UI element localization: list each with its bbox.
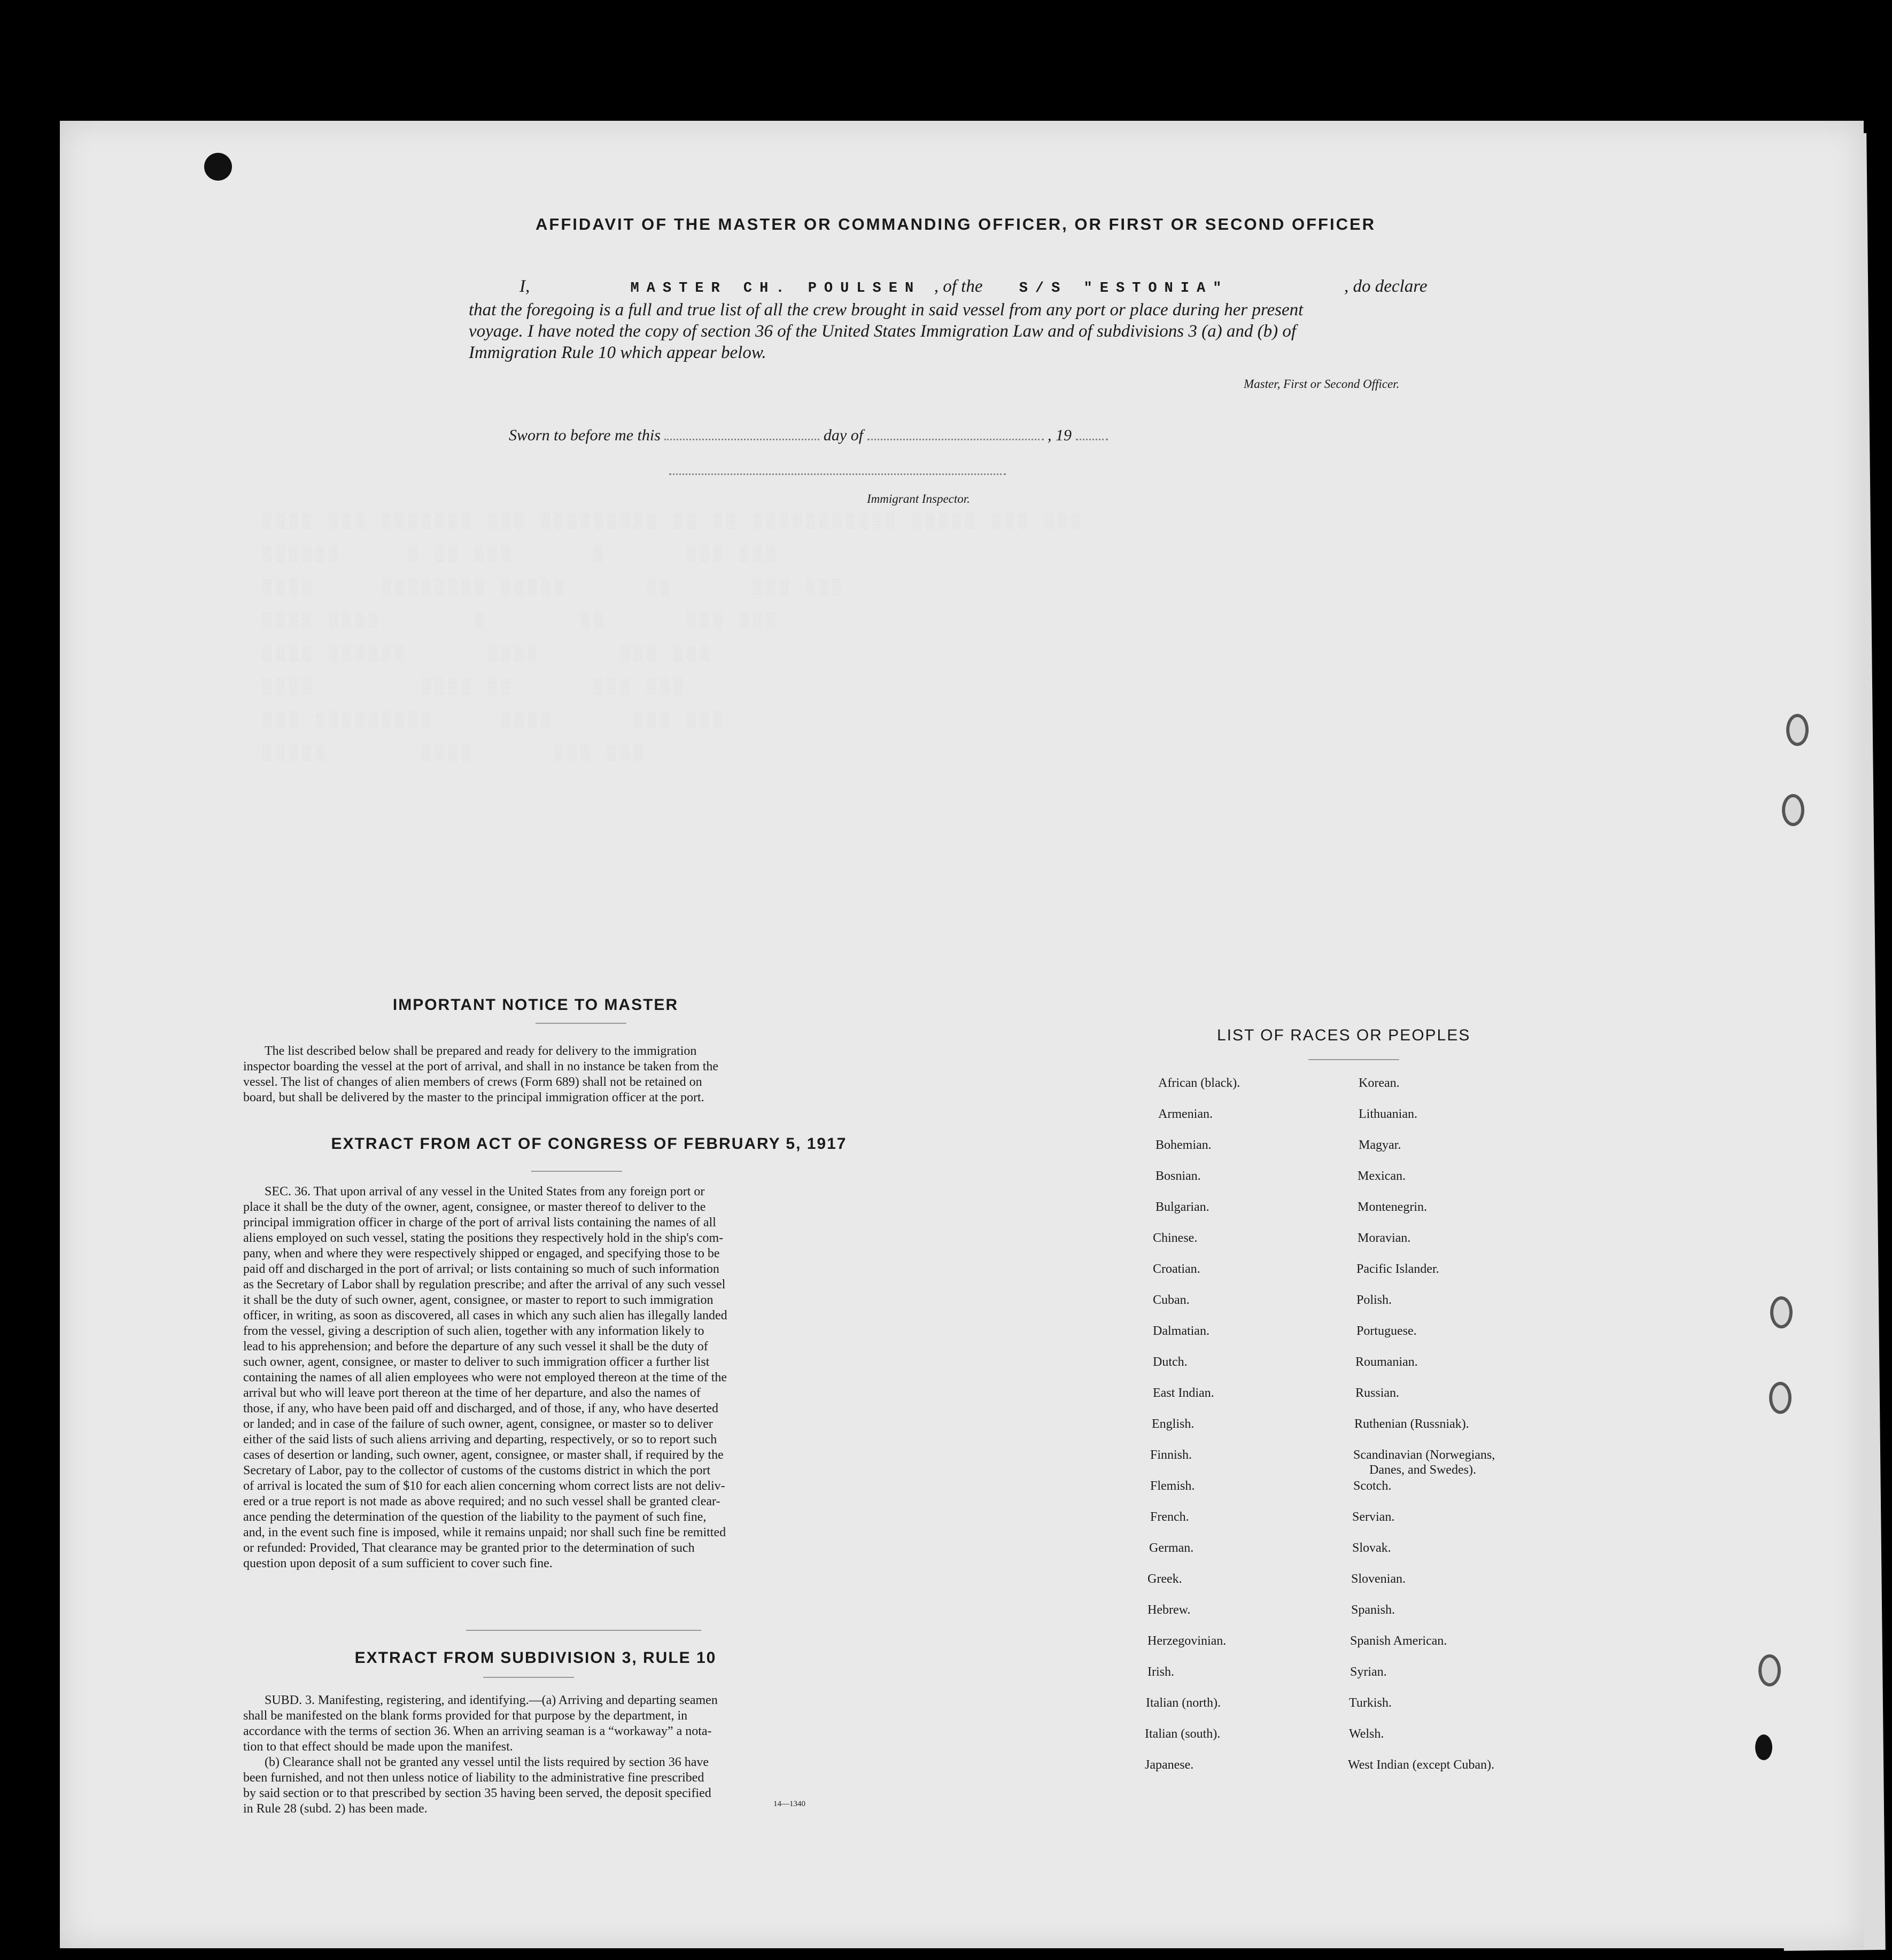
rule-extract-title: EXTRACT FROM SUBDIVISION 3, RULE 10 [354, 1649, 717, 1667]
punch-hole [1758, 1654, 1781, 1686]
sworn-prefix: Sworn to before me this [509, 426, 661, 444]
act-line: either of the said lists of such aliens arriving and departing, respectively, or so to report such [243, 1433, 717, 1446]
race-right-item: Montenegrin. [1358, 1200, 1427, 1214]
race-left-item: Finnish. [1150, 1448, 1192, 1462]
rule-line: accordance with the terms of section 36. When an arriving seaman is a “workaway” a nota- [243, 1724, 712, 1738]
race-left-item: German. [1149, 1541, 1194, 1555]
manifest-page [60, 121, 1864, 1948]
of-the-text: , of the [934, 277, 983, 296]
race-left-item: Chinese. [1153, 1231, 1198, 1245]
declaration-line-4: Immigration Rule 10 which appear below. [469, 343, 766, 362]
punch-hole [1755, 1735, 1772, 1760]
sworn-day: day of [823, 426, 864, 444]
act-line: from the vessel, giving a description of such alien, together with any information likely to [243, 1324, 704, 1338]
race-right-item: Portuguese. [1356, 1324, 1417, 1338]
act-extract-title: EXTRACT FROM ACT OF CONGRESS OF FEBRUARY 5, 1917 [331, 1135, 847, 1153]
race-left-item: Hebrew. [1147, 1603, 1191, 1617]
race-right-item: Korean. [1359, 1076, 1400, 1090]
act-extract-text [243, 1184, 936, 1572]
act-line: paid off and discharged in the port of arrival; or lists containing so much of such information [243, 1262, 719, 1276]
rule-line: SUBD. 3. Manifesting, registering, and identifying.—(a) Arriving and departing seamen [265, 1693, 718, 1707]
act-line: or landed; and in case of the failure of such owner, agent, consignee, or master so to deliver [243, 1417, 713, 1431]
punch-hole [1769, 1382, 1792, 1414]
punch-hole [1786, 714, 1809, 746]
rule-line: tion to that effect should be made upon the manifest. [243, 1740, 513, 1754]
race-right-item: Magyar. [1359, 1138, 1401, 1152]
act-line: principal immigration officer in charge of the port of arrival lists containing the names of all [243, 1216, 716, 1230]
inspector-signature-line[interactable] [669, 473, 1006, 475]
races-title-rule [1308, 1059, 1399, 1060]
act-line: Secretary of Labor, pay to the collector of customs of the customs district in which the port [243, 1464, 711, 1477]
inspector-label: Immigrant Inspector. [867, 492, 970, 505]
race-right-item: Slovenian. [1351, 1572, 1406, 1586]
declaration-line-3: voyage. I have noted the copy of section 36 of the United States Immigration Law and of subdivisions 3 (a) and (b) of [469, 322, 1297, 341]
act-line: aliens employed on such vessel, stating the positions they respectively hold in the ship's com- [243, 1231, 724, 1245]
race-right-item: Slovak. [1352, 1541, 1391, 1555]
race-left-item: English. [1152, 1417, 1195, 1431]
act-line: ered or a true report is not made as above required; and no such vessel shall be granted clear- [243, 1495, 720, 1508]
race-right-item: Pacific Islander. [1356, 1262, 1439, 1276]
race-right-item: Lithuanian. [1359, 1107, 1417, 1121]
notice-text [243, 1044, 936, 1106]
punch-hole [1782, 794, 1804, 826]
race-right-item: Spanish American. [1350, 1634, 1447, 1648]
race-right-item: Scandinavian (Norwegians, [1353, 1448, 1495, 1462]
act-line: of arrival is located the sum of $10 for each alien concerning whom correct lists are not deliv- [243, 1479, 725, 1493]
notice-line: board, but shall be delivered by the master to the principal immigration officer at the port. [243, 1091, 704, 1105]
rule-extract-text [243, 1693, 936, 1817]
race-right-item: Syrian. [1350, 1665, 1387, 1679]
race-left-item: Herzegovinian. [1147, 1634, 1227, 1648]
race-left-item: Bohemian. [1156, 1138, 1212, 1152]
race-left-item: Dutch. [1153, 1355, 1188, 1369]
sworn-year-field[interactable] [1076, 439, 1108, 440]
act-extract-rule [531, 1171, 622, 1172]
race-right-item: Ruthenian (Russniak). [1354, 1417, 1469, 1431]
signature-label: Master, First or Second Officer. [1244, 377, 1400, 391]
declaration-line-2: that the foregoing is a full and true list of all the crew brought in said vessel from any port or place during her present [469, 300, 1304, 320]
race-right-item-continuation: Danes, and Swedes). [1369, 1463, 1476, 1477]
punch-hole [204, 153, 232, 181]
race-right-item: Polish. [1356, 1293, 1392, 1307]
punch-hole [1770, 1296, 1793, 1328]
race-right-item: Servian. [1352, 1510, 1395, 1524]
race-left-item: Italian (south). [1145, 1727, 1221, 1741]
act-extract-end-rule [466, 1630, 701, 1631]
race-left-item: Irish. [1147, 1665, 1174, 1679]
affidavit-title: AFFIDAVIT OF THE MASTER OR COMMANDING OFFICER, OR FIRST OR SECOND OFFICER [536, 215, 1376, 234]
sworn-line [509, 426, 1108, 445]
race-left-item: African (black). [1158, 1076, 1240, 1090]
sworn-date-field[interactable] [664, 439, 819, 440]
race-left-item: Croatian. [1153, 1262, 1200, 1276]
vessel-name: S/S "ESTONIA" [1019, 281, 1229, 297]
act-line: pany, when and where they were respectively shipped or engaged, and specifying those to be [243, 1247, 720, 1261]
master-name: MASTER CH. POULSEN [630, 281, 921, 297]
act-line: ance pending the determination of the question of the liability to the payment of such fine, [243, 1510, 707, 1524]
act-line: cases of desertion or landing, such owner, agent, consignee, or master shall, if required by the [243, 1448, 724, 1462]
notice-title-rule [536, 1023, 626, 1024]
declaration-prefix: I, [519, 277, 530, 296]
act-line: containing the names of all alien employees who were not employed thereon at the time of the [243, 1371, 727, 1385]
act-line: arrival but who will leave port thereon at the time of her departure, and also the names of [243, 1386, 701, 1400]
race-left-item: Armenian. [1158, 1107, 1213, 1121]
rule-line: been furnished, and not then unless notice of liability to the administrative fine prescribed [243, 1771, 704, 1785]
act-line: it shall be the duty of such owner, agent, consignee, or master to report to such immigration [243, 1293, 714, 1307]
act-line: officer, in writing, as soon as discovered, all cases in which any such alien has illegally landed [243, 1309, 727, 1323]
race-right-item: Welsh. [1349, 1727, 1384, 1741]
affidavit-declaration [469, 276, 1532, 363]
race-left-item: Japanese. [1145, 1758, 1194, 1772]
race-left-item: East Indian. [1153, 1386, 1214, 1400]
race-left-item: French. [1150, 1510, 1189, 1524]
act-line: SEC. 36. That upon arrival of any vessel in the United States from any foreign port or [265, 1185, 705, 1199]
notice-line: vessel. The list of changes of alien members of crews (Form 689) shall not be retained on [243, 1075, 702, 1089]
notice-title: IMPORTANT NOTICE TO MASTER [392, 996, 679, 1014]
act-line: such owner, agent, consignee, or master to deliver to such immigration officer a further list [243, 1355, 710, 1369]
race-left-item: Greek. [1147, 1572, 1182, 1586]
race-right-item: Roumanian. [1355, 1355, 1418, 1369]
race-left-item: Dalmatian. [1153, 1324, 1209, 1338]
race-right-item: Mexican. [1358, 1169, 1406, 1183]
race-right-item: Russian. [1355, 1386, 1400, 1400]
race-right-item: Spanish. [1351, 1603, 1395, 1617]
rule-line: (b) Clearance shall not be granted any vessel until the lists required by section 36 have [265, 1755, 709, 1769]
form-number: 14—1340 [773, 1800, 805, 1808]
do-declare-text: , do declare [1344, 277, 1428, 296]
act-line: as the Secretary of Labor shall by regulation prescribe; and after the arrival of any such vessel [243, 1278, 726, 1292]
notice-line: inspector boarding the vessel at the port of arrival, and shall in no instance be taken from the [243, 1060, 719, 1074]
race-left-item: Italian (north). [1146, 1696, 1221, 1710]
act-line: and, in the event such fine is imposed, while it remains unpaid; nor shall such fine be remitted [243, 1526, 726, 1539]
act-line: place it shall be the duty of the owner, agent, consignee, or master thereof to deliver to the [243, 1200, 706, 1214]
race-left-item: Flemish. [1150, 1479, 1195, 1493]
rule-line: shall be manifested on the blank forms provided for that purpose by the department, in [243, 1709, 688, 1723]
notice-line: The list described below shall be prepared and ready for delivery to the immigration [265, 1044, 697, 1058]
sworn-month-field[interactable] [867, 439, 1044, 440]
race-left-item: Cuban. [1153, 1293, 1190, 1307]
race-right-item: Moravian. [1358, 1231, 1411, 1245]
rule-extract-rule [483, 1677, 574, 1678]
act-line: question upon deposit of a sum sufficient to cover such fine. [243, 1557, 553, 1570]
act-line: or refunded: Provided, That clearance may be granted prior to the determination of such [243, 1541, 695, 1555]
races-title: LIST OF RACES OR PEOPLES [1217, 1026, 1471, 1044]
race-right-item: Turkish. [1349, 1696, 1392, 1710]
race-right-item: West Indian (except Cuban). [1348, 1758, 1494, 1772]
act-line: those, if any, who have been paid off and discharged, and of those, if any, who have deserted [243, 1402, 719, 1415]
bleed-through-text: ░░░░ ░░░ ░░░░░░░ ░░░ ░░░░░░░░░ ░░ ░░ ░░░░░░░░░░░ ░░░░░ ░░░ ░░░ ░░░░░░ ░ ░░ ░░░ ░ ░░░ ░░░ ░░░░ ░░░░░░░░ ░░░░░ ░░ ░░░ ░░░ ░░░░ ░░░░ ░ ░░ ░░░ ░░░ ░░░░ ░░░░░░ ░░░░ ░░░ ░░░ ░░░░ ░░░░ ░░ ░░░ ░░░ ░░░ ░░░░░░░░░ ░░░░ ░░░ ░░░ ░░░░░ ░░░░ ░░░ ░░░ [263, 514, 1085, 762]
sworn-year: , 19 [1048, 426, 1072, 444]
race-left-item: Bulgarian. [1156, 1200, 1209, 1214]
act-line: lead to his apprehension; and before the departure of any such vessel it shall be the duty of [243, 1340, 708, 1354]
race-right-item: Scotch. [1353, 1479, 1392, 1493]
rule-line: in Rule 28 (subd. 2) has been made. [243, 1802, 428, 1816]
rule-line: by said section or to that prescribed by section 35 having been served, the deposit specified [243, 1786, 711, 1800]
race-left-item: Bosnian. [1156, 1169, 1201, 1183]
